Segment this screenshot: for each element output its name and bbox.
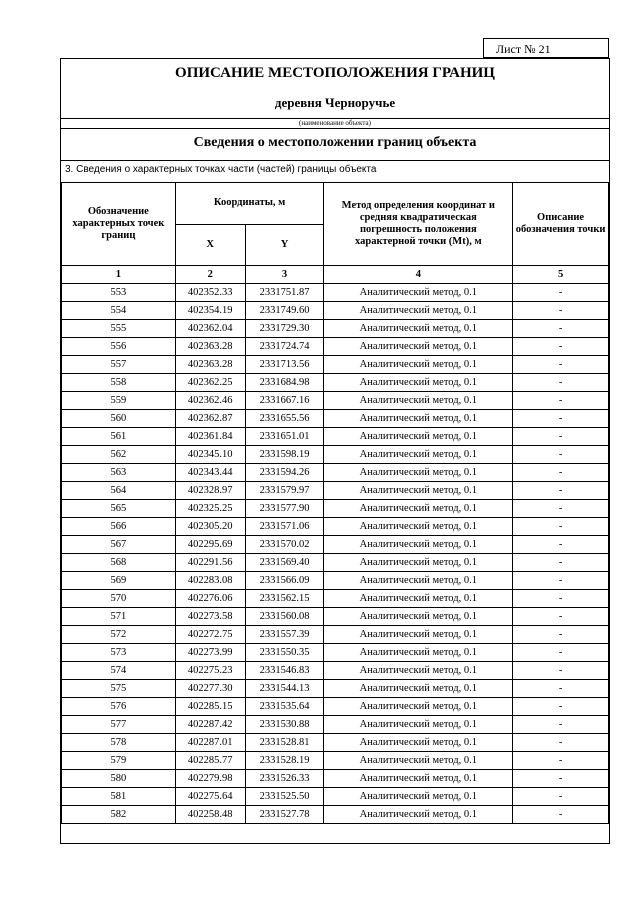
x-coordinate: 402362.04	[175, 320, 245, 338]
table-row	[62, 698, 609, 716]
method: Аналитический метод, 0.1	[324, 320, 513, 338]
method: Аналитический метод, 0.1	[324, 554, 513, 572]
y-coordinate: 2331729.30	[245, 320, 324, 338]
y-coordinate: 2331579.97	[245, 482, 324, 500]
x-coordinate: 402291.56	[175, 554, 245, 572]
table-row	[62, 770, 609, 788]
y-coordinate: 2331651.01	[245, 428, 324, 446]
table-row	[62, 626, 609, 644]
method: Аналитический метод, 0.1	[324, 734, 513, 752]
x-coordinate: 402363.28	[175, 338, 245, 356]
point-number: 558	[62, 374, 176, 392]
point-number: 567	[62, 536, 176, 554]
x-coordinate: 402258.48	[175, 806, 245, 824]
table-row	[62, 464, 609, 482]
x-coordinate: 402363.28	[175, 356, 245, 374]
x-coordinate: 402295.69	[175, 536, 245, 554]
point-number: 555	[62, 320, 176, 338]
table-row	[62, 788, 609, 806]
description: -	[513, 752, 609, 770]
header-x: X	[175, 224, 245, 266]
y-coordinate: 2331684.98	[245, 374, 324, 392]
point-number: 566	[62, 518, 176, 536]
x-coordinate: 402285.15	[175, 698, 245, 716]
document-title: ОПИСАНИЕ МЕСТОПОЛОЖЕНИЯ ГРАНИЦ	[175, 65, 495, 81]
description: -	[513, 770, 609, 788]
table-row	[62, 338, 609, 356]
method: Аналитический метод, 0.1	[324, 356, 513, 374]
x-coordinate: 402273.99	[175, 644, 245, 662]
description: -	[513, 302, 609, 320]
method: Аналитический метод, 0.1	[324, 446, 513, 464]
y-coordinate: 2331594.26	[245, 464, 324, 482]
method: Аналитический метод, 0.1	[324, 338, 513, 356]
x-coordinate: 402362.87	[175, 410, 245, 428]
table-row	[62, 806, 609, 824]
x-coordinate: 402276.06	[175, 590, 245, 608]
column-number: 5	[513, 266, 609, 284]
y-coordinate: 2331544.13	[245, 680, 324, 698]
header-coordinates: Координаты, м	[175, 183, 324, 225]
method: Аналитический метод, 0.1	[324, 482, 513, 500]
x-coordinate: 402352.33	[175, 284, 245, 302]
method: Аналитический метод, 0.1	[324, 716, 513, 734]
description: -	[513, 284, 609, 302]
x-coordinate: 402287.42	[175, 716, 245, 734]
point-number: 582	[62, 806, 176, 824]
title-block	[61, 59, 609, 119]
point-number: 573	[62, 644, 176, 662]
x-coordinate: 402362.46	[175, 392, 245, 410]
column-number: 4	[324, 266, 513, 284]
point-number: 557	[62, 356, 176, 374]
table-row	[62, 572, 609, 590]
column-number: 1	[62, 266, 176, 284]
y-coordinate: 2331528.19	[245, 752, 324, 770]
y-coordinate: 2331571.06	[245, 518, 324, 536]
x-coordinate: 402325.25	[175, 500, 245, 518]
object-name: деревня Черноручье	[274, 95, 396, 110]
description: -	[513, 446, 609, 464]
x-coordinate: 402285.77	[175, 752, 245, 770]
point-number: 578	[62, 734, 176, 752]
description: -	[513, 680, 609, 698]
table-row	[62, 644, 609, 662]
point-number: 581	[62, 788, 176, 806]
x-coordinate: 402354.19	[175, 302, 245, 320]
description: -	[513, 338, 609, 356]
point-number: 574	[62, 662, 176, 680]
table-row	[62, 284, 609, 302]
description: -	[513, 482, 609, 500]
description: -	[513, 374, 609, 392]
y-coordinate: 2331530.88	[245, 716, 324, 734]
x-coordinate: 402345.10	[175, 446, 245, 464]
method: Аналитический метод, 0.1	[324, 374, 513, 392]
method: Аналитический метод, 0.1	[324, 302, 513, 320]
method: Аналитический метод, 0.1	[324, 572, 513, 590]
x-coordinate: 402279.98	[175, 770, 245, 788]
x-coordinate: 402273.58	[175, 608, 245, 626]
table-row	[62, 536, 609, 554]
method: Аналитический метод, 0.1	[324, 518, 513, 536]
point-number: 559	[62, 392, 176, 410]
coordinates-table	[61, 182, 609, 824]
table-row	[62, 374, 609, 392]
method: Аналитический метод, 0.1	[324, 698, 513, 716]
description: -	[513, 500, 609, 518]
method: Аналитический метод, 0.1	[324, 680, 513, 698]
point-number: 569	[62, 572, 176, 590]
description: -	[513, 698, 609, 716]
y-coordinate: 2331749.60	[245, 302, 324, 320]
x-coordinate: 402362.25	[175, 374, 245, 392]
point-number: 576	[62, 698, 176, 716]
table-row	[62, 428, 609, 446]
description: -	[513, 734, 609, 752]
table-row	[62, 680, 609, 698]
point-number: 577	[62, 716, 176, 734]
table-row	[62, 446, 609, 464]
y-coordinate: 2331655.56	[245, 410, 324, 428]
y-coordinate: 2331569.40	[245, 554, 324, 572]
method: Аналитический метод, 0.1	[324, 428, 513, 446]
method: Аналитический метод, 0.1	[324, 806, 513, 824]
y-coordinate: 2331598.19	[245, 446, 324, 464]
y-coordinate: 2331751.87	[245, 284, 324, 302]
description: -	[513, 464, 609, 482]
point-number: 553	[62, 284, 176, 302]
divider	[61, 160, 609, 161]
point-number: 564	[62, 482, 176, 500]
section-title: Сведения о местоположении границ объекта	[193, 135, 477, 150]
x-coordinate: 402328.97	[175, 482, 245, 500]
y-coordinate: 2331550.35	[245, 644, 324, 662]
point-number: 563	[62, 464, 176, 482]
description: -	[513, 788, 609, 806]
table-row	[62, 500, 609, 518]
header-method: Метод определения координат и средняя квадратическая погрешность положения характерной точки (Mt), м	[324, 183, 513, 266]
description: -	[513, 590, 609, 608]
method: Аналитический метод, 0.1	[324, 662, 513, 680]
method: Аналитический метод, 0.1	[324, 392, 513, 410]
document-frame	[60, 58, 610, 844]
method: Аналитический метод, 0.1	[324, 536, 513, 554]
table-row	[62, 662, 609, 680]
y-coordinate: 2331546.83	[245, 662, 324, 680]
header-y: Y	[245, 224, 324, 266]
y-coordinate: 2331667.16	[245, 392, 324, 410]
description: -	[513, 536, 609, 554]
point-number: 565	[62, 500, 176, 518]
x-coordinate: 402287.01	[175, 734, 245, 752]
header-point: Обозначение характерных точек границ	[62, 183, 176, 266]
column-number: 2	[175, 266, 245, 284]
point-number: 556	[62, 338, 176, 356]
table-row	[62, 482, 609, 500]
y-coordinate: 2331562.15	[245, 590, 324, 608]
description: -	[513, 644, 609, 662]
y-coordinate: 2331724.74	[245, 338, 324, 356]
point-number: 568	[62, 554, 176, 572]
description: -	[513, 392, 609, 410]
description: -	[513, 662, 609, 680]
table-row	[62, 716, 609, 734]
method: Аналитический метод, 0.1	[324, 626, 513, 644]
point-number: 579	[62, 752, 176, 770]
x-coordinate: 402275.23	[175, 662, 245, 680]
table-row	[62, 320, 609, 338]
point-number: 560	[62, 410, 176, 428]
x-coordinate: 402305.20	[175, 518, 245, 536]
x-coordinate: 402283.08	[175, 572, 245, 590]
divider	[61, 128, 609, 129]
header-description: Описание обозначения точки	[513, 183, 609, 266]
method: Аналитический метод, 0.1	[324, 752, 513, 770]
description: -	[513, 410, 609, 428]
description: -	[513, 608, 609, 626]
description: -	[513, 356, 609, 374]
y-coordinate: 2331535.64	[245, 698, 324, 716]
table-row	[62, 392, 609, 410]
method: Аналитический метод, 0.1	[324, 608, 513, 626]
table-row	[62, 518, 609, 536]
y-coordinate: 2331557.39	[245, 626, 324, 644]
description: -	[513, 626, 609, 644]
table-row	[62, 752, 609, 770]
column-number: 3	[245, 266, 324, 284]
x-coordinate: 402277.30	[175, 680, 245, 698]
y-coordinate: 2331713.56	[245, 356, 324, 374]
method: Аналитический метод, 0.1	[324, 464, 513, 482]
y-coordinate: 2331566.09	[245, 572, 324, 590]
point-number: 580	[62, 770, 176, 788]
description: -	[513, 806, 609, 824]
method: Аналитический метод, 0.1	[324, 644, 513, 662]
table-row	[62, 410, 609, 428]
method: Аналитический метод, 0.1	[324, 410, 513, 428]
y-coordinate: 2331570.02	[245, 536, 324, 554]
y-coordinate: 2331526.33	[245, 770, 324, 788]
method: Аналитический метод, 0.1	[324, 770, 513, 788]
description: -	[513, 320, 609, 338]
point-number: 575	[62, 680, 176, 698]
table-row	[62, 554, 609, 572]
x-coordinate: 402275.64	[175, 788, 245, 806]
table-row	[62, 608, 609, 626]
table-row	[62, 590, 609, 608]
point-number: 554	[62, 302, 176, 320]
y-coordinate: 2331560.08	[245, 608, 324, 626]
table-row	[62, 734, 609, 752]
point-number: 571	[62, 608, 176, 626]
method: Аналитический метод, 0.1	[324, 590, 513, 608]
method: Аналитический метод, 0.1	[324, 788, 513, 806]
description: -	[513, 554, 609, 572]
sheet-number: Лист № 21	[483, 38, 609, 58]
point-number: 562	[62, 446, 176, 464]
point-number: 570	[62, 590, 176, 608]
x-coordinate: 402361.84	[175, 428, 245, 446]
y-coordinate: 2331525.50	[245, 788, 324, 806]
method: Аналитический метод, 0.1	[324, 284, 513, 302]
description: -	[513, 572, 609, 590]
method: Аналитический метод, 0.1	[324, 500, 513, 518]
x-coordinate: 402272.75	[175, 626, 245, 644]
table-row	[62, 302, 609, 320]
point-number: 561	[62, 428, 176, 446]
description: -	[513, 716, 609, 734]
object-caption: (наименование объекта)	[299, 119, 371, 127]
y-coordinate: 2331577.90	[245, 500, 324, 518]
y-coordinate: 2331527.78	[245, 806, 324, 824]
subsection-title: 3. Сведения о характерных точках части (частей) границы объекта	[65, 164, 377, 175]
point-number: 572	[62, 626, 176, 644]
description: -	[513, 518, 609, 536]
x-coordinate: 402343.44	[175, 464, 245, 482]
table-row	[62, 356, 609, 374]
description: -	[513, 428, 609, 446]
y-coordinate: 2331528.81	[245, 734, 324, 752]
